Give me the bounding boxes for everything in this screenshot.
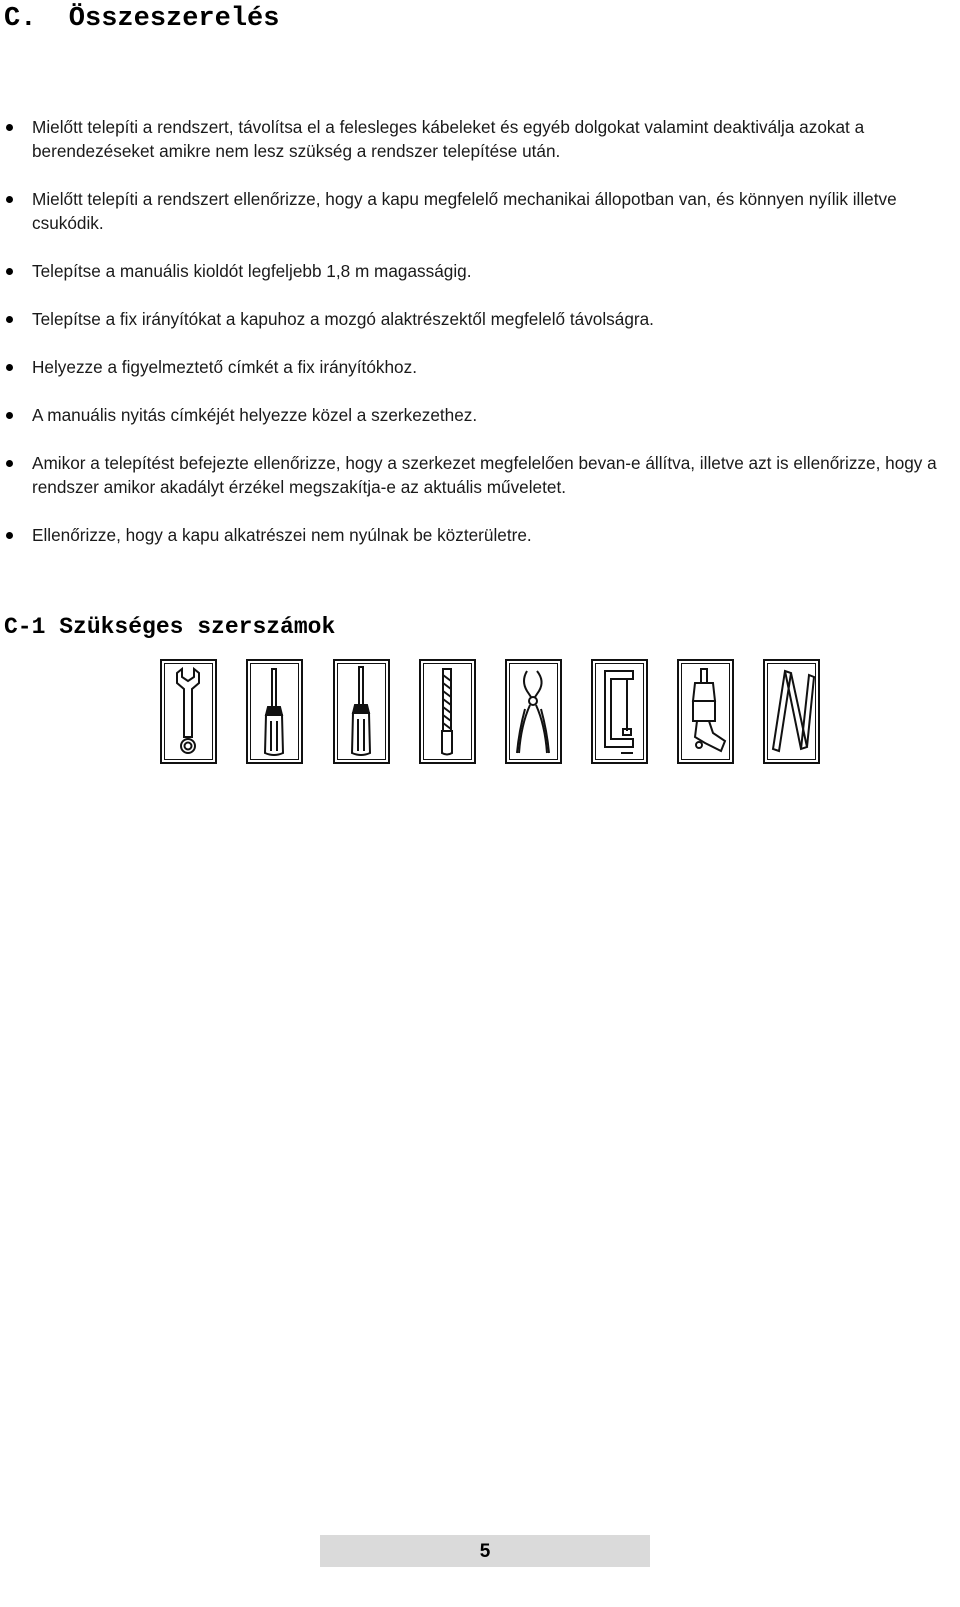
- bullet-icon: [6, 364, 13, 371]
- list-item-text: Helyezze a figyelmeztető címkét a fix irányítókhoz.: [32, 357, 417, 377]
- folding-ruler-icon: [763, 659, 820, 764]
- bullet-icon: [6, 316, 13, 323]
- bullet-icon: [6, 268, 13, 275]
- drill-bit-icon: [419, 659, 476, 764]
- list-item: [0, 355, 945, 379]
- installation-instructions-list: [0, 115, 945, 571]
- list-item: [0, 523, 945, 547]
- list-item-text: Telepítse a fix irányítókat a kapuhoz a mozgó alaktrészektől megfelelő távolságra.: [32, 309, 654, 329]
- bullet-icon: [6, 124, 13, 131]
- list-item: [0, 115, 945, 163]
- list-item: [0, 403, 945, 427]
- list-item: [0, 187, 945, 235]
- phillips-screwdriver-icon: [333, 659, 390, 764]
- bullet-icon: [6, 412, 13, 419]
- list-item: [0, 451, 945, 499]
- list-item-text: Amikor a telepítést befejezte ellenőrizze, hogy a szerkezet megfelelően bevan-e állítva, illetve azt is ellenőrizze, hogy a rendszer amikor akadályt érzékel megszakítja-e az aktuális műveletet.: [32, 453, 937, 497]
- list-item-text: Mielőtt telepíti a rendszert, távolítsa el a felesleges kábeleket és egyéb dolgokat valamint deaktiválja azokat a berendezéseket amikre nem lesz szükség a rendszer telepítése után.: [32, 117, 865, 161]
- bullet-icon: [6, 532, 13, 539]
- clamp-icon: [591, 659, 648, 764]
- required-tools-row: [160, 659, 820, 767]
- list-item-text: Telepítse a manuális kioldót legfeljebb 1,8 m magasságig.: [32, 261, 472, 281]
- list-item-text: Mielőtt telepíti a rendszert ellenőrizze, hogy a kapu megfelelő mechanikai állopotban van, és könnyen nyílik illetve csukódik.: [32, 189, 897, 233]
- list-item-text: Ellenőrizze, hogy a kapu alkatrészei nem nyúlnak be közterületre.: [32, 525, 532, 545]
- subsection-title: C-1 Szükséges szerszámok: [4, 614, 336, 640]
- section-title: C. Összeszerelés: [4, 4, 280, 34]
- pliers-icon: [505, 659, 562, 764]
- page-footer: [320, 1535, 650, 1567]
- list-item-text: A manuális nyitás címkéjét helyezze közel a szerkezethez.: [32, 405, 478, 425]
- page-number: 5: [479, 1541, 491, 1562]
- list-item: [0, 259, 945, 283]
- bullet-icon: [6, 460, 13, 467]
- list-item: [0, 307, 945, 331]
- bullet-icon: [6, 196, 13, 203]
- flathead-screwdriver-icon: [246, 659, 303, 764]
- power-drill-icon: [677, 659, 734, 764]
- wrench-icon: [160, 659, 217, 764]
